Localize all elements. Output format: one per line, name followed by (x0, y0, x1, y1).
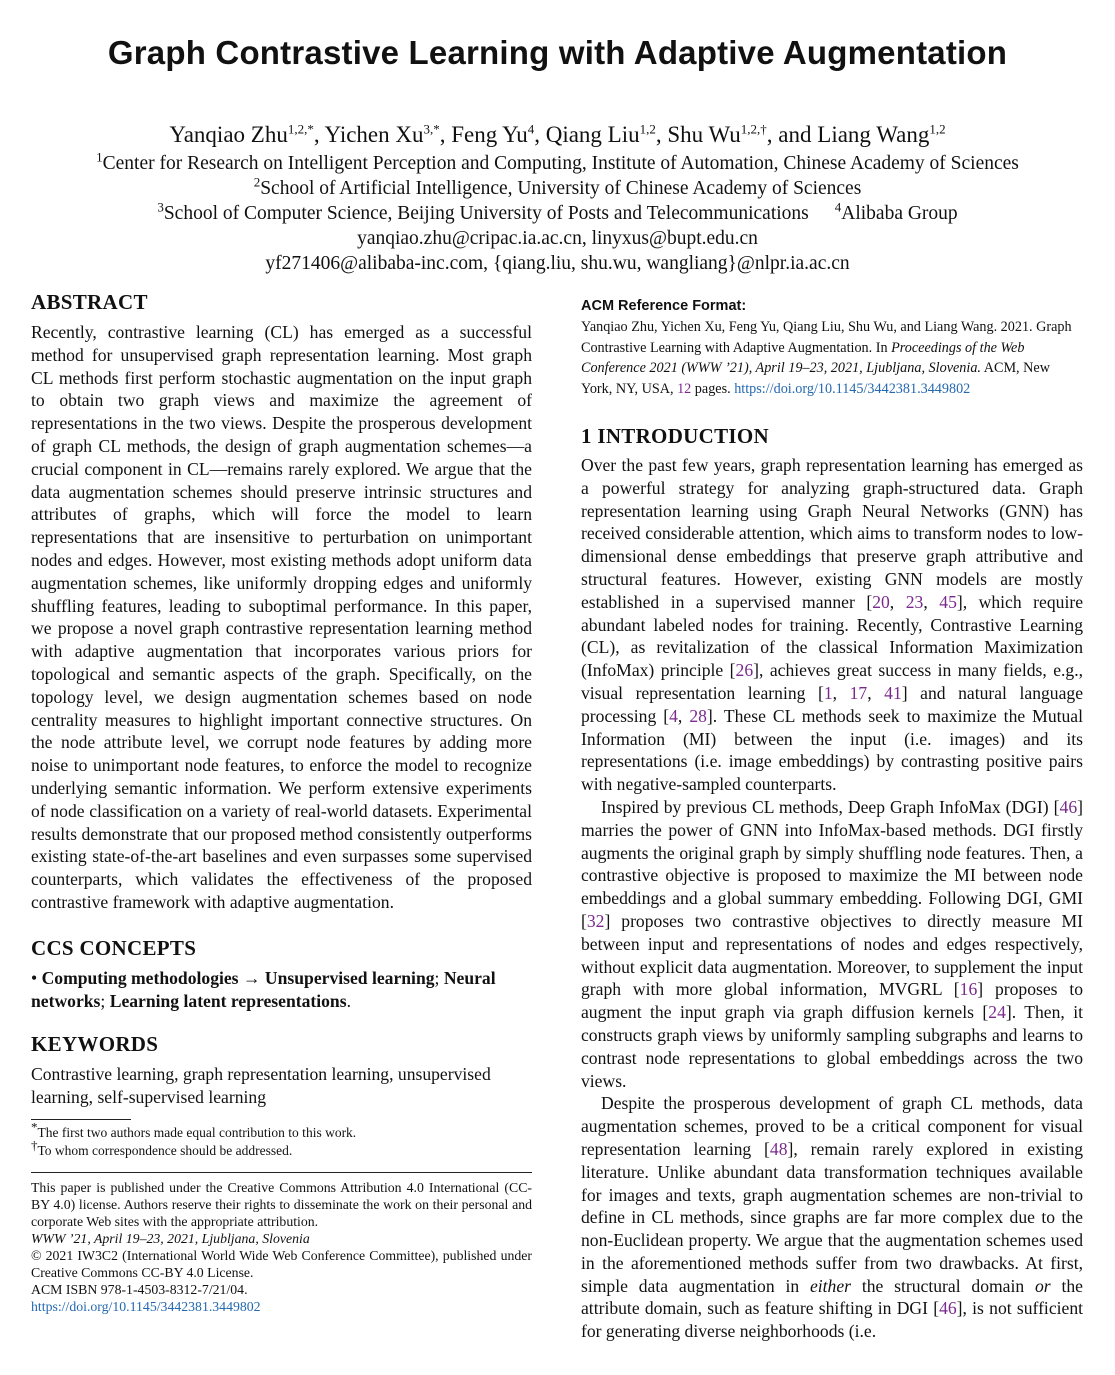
author-separator: , (655, 122, 668, 147)
affiliation-1 (0, 151, 1115, 176)
citation-link[interactable]: 28 (689, 705, 707, 726)
license-copyright: © 2021 IW3C2 (International World Wide Web Conference Committee), published under Creative Commons CC-BY 4.0 License. (31, 1247, 532, 1280)
acm-ref-proceedings: Proceedings of the Web Conference 2021 (WWW ’21), April 19–23, 2021, Ljubljana, Slovenia. (581, 339, 1025, 376)
text-run: Despite the prosperous development of graph CL methods, data augmentation schemes, proved to be a critical component for visual representation learning [ (581, 1093, 1083, 1159)
acm-ref-part: ACM, New York, NY, USA, (581, 360, 1050, 397)
footnote-1 (31, 1119, 532, 1142)
author-affil-mark: 1,2,* (287, 121, 314, 137)
author-affil-mark: 1,2 (929, 121, 946, 137)
text-run: ] proposes two contrastive objectives to directly measure MI between input and representations of nodes and edges respectively, without explicit data augmentation. Moreover, to supplement the input graph with more global information, MVGRL [ (581, 910, 1083, 1000)
ccs-concept: Unsupervised learning (264, 967, 435, 988)
license-rule (31, 1172, 532, 1173)
footnote-text: The first two authors made equal contribution to this work. (37, 1124, 357, 1140)
citation-link[interactable]: 48 (769, 1138, 788, 1159)
email-line-1: yanqiao.zhu@cripac.ia.ac.cn, linyxus@bupt.edu.cn (357, 228, 758, 249)
ccs-heading: CCS CONCEPTS (31, 935, 197, 960)
ccs-bullet: • (31, 967, 42, 988)
text-run: , (867, 682, 885, 703)
author-name: Feng Yu (451, 122, 528, 147)
acm-ref-doi-link[interactable]: https://doi.org/10.1145/3442381.3449802 (734, 380, 971, 397)
affiliation-text: Center for Research on Intelligent Perception and Computing, Institute of Automation, Chinese Academy of Sciences (102, 153, 1019, 174)
email-line-2: yf271406@alibaba-inc.com, {qiang.liu, shu.wu, wangliang}@nlpr.ia.ac.cn (265, 253, 850, 274)
ccs-separator: ; (434, 967, 444, 988)
license-doi-link[interactable]: https://doi.org/10.1145/3442381.3449802 (31, 1298, 261, 1314)
author-name: Yichen Xu (324, 122, 424, 147)
text-run: ], remain rarely explored in existing literature. Unlike abundant data transformation techniques available for images and texts, graph augmentation schemes are non-trivial to define in CL methods, since graphs are far more complex due to the non-Euclidean property. We argue that the augmentation schemes used in the aforementioned methods suffer from two drawbacks. At first, simple data augmentation in (581, 1138, 1083, 1296)
keywords-text: Contrastive learning, graph representation learning, unsupervised learning, self-supervised learning (31, 1064, 491, 1108)
abstract-text: Recently, contrastive learning (CL) has emerged as a successful method for unsupervised graph representation learning. Most graph CL methods first perform stochastic augmentation on the input graph to obtain two graph views and maximize the agreement of representations in the two views. Despite the prosperous development of graph CL methods, the design of graph augmentation schemes—a crucial component in CL—remains rarely explored. We argue that the data augmentation schemes should preserve intrinsic structures and attributes of graphs, which will force the model to learn representations that are insensitive to perturbation on unimportant nodes and edges. However, most existing methods adopt uniform data augmentation schemes, like uniformly dropping edges and uniformly shuffling features, leading to suboptimal performance. In this paper, we propose a novel graph contrastive representation learning method with adaptive augmentation that incorporates various priors for topological and semantic aspects of the graph. Specifically, on the topology level, we design augmentation schemes based on node centrality measures to highlight important connective structures. On the node attribute level, we corrupt node features by adding more noise to unimportant node features, to enforce the model to recognize underlying semantic information. We perform extensive experiments of node classification on a variety of real-world datasets. Experimental results demonstrate that our proposed method consistently outperforms existing state-of-the-art baselines and even surpasses some supervised counterparts, which validates the effectiveness of the proposed contrastive framework with adaptive augmentation. (31, 322, 532, 912)
citation-link[interactable]: 1 (823, 682, 833, 703)
text-run: ]. These CL methods seek to maximize the Mutual Information (MI) between the input (i.e. images) and its representations (i.e. image embeddings) by contrasting positive pairs with negative-sampled counterparts. (581, 705, 1084, 795)
footnote-2 (31, 1137, 532, 1160)
footnote-rule (31, 1119, 131, 1120)
text-run: , (923, 591, 940, 612)
right-column (581, 298, 1083, 1343)
ccs-concept: Computing methodologies (41, 967, 239, 988)
left-column (31, 290, 532, 1315)
affil-mark: 4 (834, 199, 842, 215)
text-run: , (832, 682, 850, 703)
intro-paragraph-2 (581, 796, 1083, 1092)
intro-paragraph-3 (581, 1092, 1083, 1343)
affil-mark: 3 (157, 199, 164, 215)
paper-title: Graph Contrastive Learning with Adaptive Augmentation (107, 34, 1008, 71)
citation-link[interactable]: 4 (669, 705, 678, 726)
citation-link[interactable]: 17 (849, 682, 868, 703)
author-separator: , (313, 122, 325, 147)
text-run: the structural domain (851, 1275, 1035, 1296)
affiliation-text: School of Computer Science, Beijing University of Posts and Telecommunications (163, 203, 809, 224)
citation-link[interactable]: 41 (884, 682, 902, 703)
author-name: Yanqiao Zhu (169, 122, 288, 147)
text-run: the attribute domain, such as feature shifting in DGI [ (581, 1275, 1083, 1319)
text-run: , (889, 591, 906, 612)
citation-link[interactable]: 16 (959, 979, 978, 1000)
author-affil-mark: 1,2 (639, 121, 656, 137)
author-list (0, 120, 1115, 150)
acm-ref-part: Yanqiao Zhu, Yichen Xu, Feng Yu, Qiang Liu, Shu Wu, and Liang Wang. 2021. Graph Contrastive Learning with Adaptive Augmentation. In (581, 319, 1072, 356)
footnote-mark: † (31, 1137, 38, 1153)
affiliation-text: School of Artificial Intelligence, University of Chinese Academy of Sciences (260, 178, 862, 199)
ccs-end: . (346, 990, 351, 1011)
citation-link[interactable]: 24 (988, 1002, 1006, 1023)
affiliation-text: Alibaba Group (841, 203, 958, 224)
text-run: ], which require abundant labeled nodes for training. Recently, Contrastive Learning (CL), as revitalization of the classical Information Maximization (InfoMax) principle [ (581, 591, 1083, 681)
license-text: This paper is published under the Creative Commons Attribution 4.0 International (CC-BY 4.0) license. Authors reserve their rights to disseminate the work on their personal and corporate Web sites with the appropriate attribution. (31, 1179, 532, 1229)
introduction-heading: 1 INTRODUCTION (581, 424, 769, 448)
affiliation-3-4 (0, 201, 1115, 226)
author-name: Shu Wu (667, 122, 741, 147)
text-run: Over the past few years, graph representation learning has emerged as a powerful strategy for analyzing graph-structured data. Graph representation learning using Graph Neural Networks (GNN) has received considerable attention, which aims to transform nodes to low-dimensional dense embeddings that preserve graph attributive and structural features. However, existing GNN models are mostly established in a supervised manner [ (581, 455, 1083, 612)
footnote-mark: * (31, 1119, 38, 1135)
citation-link[interactable]: 32 (586, 910, 605, 931)
acm-ref-pages-link[interactable]: 12 (677, 380, 692, 397)
affil-mark: 1 (96, 149, 103, 165)
license-venue: WWW ’21, April 19–23, 2021, Ljubljana, Slovenia (31, 1230, 310, 1246)
abstract-heading: ABSTRACT (31, 290, 148, 314)
author-affil-mark: 4 (527, 121, 535, 137)
emphasis-text: or (1035, 1275, 1051, 1296)
author-name: Liang Wang (817, 122, 930, 147)
acm-ref-part: pages. (691, 380, 735, 397)
affiliation-2 (0, 176, 1115, 201)
text-run: ] and natural language processing [ (581, 682, 1083, 726)
ccs-concept: Learning latent representations (109, 990, 347, 1011)
emphasis-text: either (809, 1275, 851, 1296)
acm-reference-text (581, 317, 1083, 399)
affil-mark: 2 (253, 174, 261, 190)
text-run: , (677, 705, 690, 726)
author-separator: , (534, 122, 546, 147)
citation-link[interactable]: 26 (735, 660, 754, 681)
text-run: ]. Then, it constructs graph views by uniformly sampling subgraphs and learns to contrast node representations to global embeddings across the two views. (581, 1002, 1084, 1091)
footnote-text: To whom correspondence should be addressed. (37, 1142, 293, 1158)
author-affil-mark: 3,* (423, 121, 440, 137)
intro-paragraph-1 (581, 454, 1083, 796)
author-separator: , and (766, 122, 818, 147)
ccs-concepts (31, 967, 532, 1013)
citation-link[interactable]: 23 (905, 591, 924, 612)
text-run: ], is not sufficient for generating diverse neighborhoods (i.e. (581, 1298, 1084, 1342)
author-affil-mark: 1,2,† (740, 121, 767, 137)
text-run: Inspired by previous CL methods, Deep Graph InfoMax (DGI) [ (601, 796, 1060, 817)
citation-link[interactable]: 46 (1059, 796, 1078, 817)
text-run: ] proposes to augment the input graph via graph diffusion kernels [ (581, 979, 1084, 1023)
citation-link[interactable]: 45 (939, 591, 957, 612)
text-run: ], achieves great success in many fields, e.g., visual representation learning [ (581, 660, 1083, 703)
ccs-arrow: → (238, 967, 265, 988)
ccs-concept: Neural networks (31, 967, 496, 1011)
license-isbn: ACM ISBN 978-1-4503-8312-7/21/04. (31, 1281, 248, 1297)
text-run: ] marries the power of GNN into InfoMax-based methods. DGI firstly augments the original graph by simply shuffling node features. Then, a contrastive objective is proposed to maximize the MI between node embeddings and a global summary embedding. Following DGI, GMI [ (581, 796, 1083, 931)
citation-link[interactable]: 46 (939, 1298, 957, 1319)
author-separator: , (439, 122, 452, 147)
acm-reference-heading: ACM Reference Format: (581, 298, 747, 314)
citation-link[interactable]: 20 (872, 591, 890, 612)
ccs-separator: ; (100, 990, 110, 1011)
keywords-heading: KEYWORDS (31, 1032, 159, 1057)
author-name: Qiang Liu (545, 122, 640, 147)
